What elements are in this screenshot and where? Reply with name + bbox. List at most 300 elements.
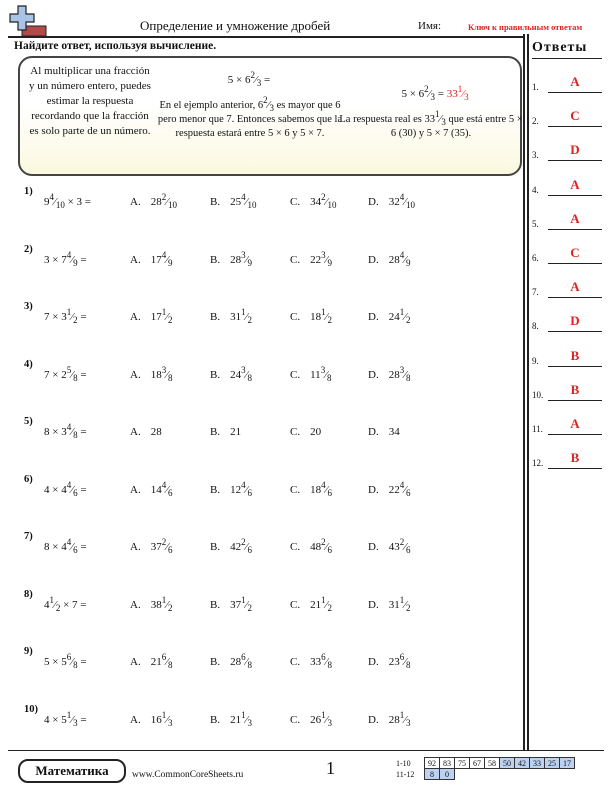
fraction-slash: ⁄ (245, 656, 248, 668)
fraction (399, 249, 411, 268)
whole-number: 17 (150, 311, 162, 323)
answer-row (532, 210, 600, 233)
whole-number: 31 (230, 311, 242, 323)
numerator: 1 (161, 594, 167, 605)
numerator: 6 (66, 652, 72, 662)
denominator: 8 (168, 660, 173, 670)
answer-row (532, 281, 600, 301)
fraction (161, 364, 173, 383)
whole-number: 20 (310, 426, 322, 438)
answer-option[interactable] (290, 479, 332, 498)
answer-option[interactable] (368, 364, 411, 383)
whole-number: 28 (388, 713, 400, 726)
fraction-slash: ⁄ (71, 713, 74, 726)
answer-option[interactable] (368, 192, 416, 210)
denominator: 3 (327, 717, 332, 728)
answer-option[interactable] (290, 537, 332, 555)
whole-number: 37 (150, 541, 162, 553)
answer-option[interactable] (130, 249, 173, 268)
denominator: 6 (247, 545, 252, 555)
option-letter: C. (290, 368, 301, 381)
whole-number: 31 (388, 598, 400, 611)
whole-number: 28 (150, 196, 162, 208)
fraction (399, 652, 411, 670)
option-letter: B. (210, 253, 221, 266)
expression-text: = (77, 656, 87, 668)
problem-expression (44, 537, 87, 555)
numerator: 6 (161, 652, 167, 662)
answer-option[interactable] (130, 364, 173, 383)
fraction-slash: ⁄ (404, 598, 407, 611)
denominator: 9 (168, 257, 173, 268)
answer-option[interactable] (210, 426, 241, 438)
fraction (161, 652, 173, 670)
score-cell: 92 (425, 758, 440, 769)
answer-number: 12. (532, 458, 544, 469)
numerator: 4 (161, 249, 167, 260)
numerator: 2 (321, 537, 326, 547)
score-cell: 17 (560, 758, 575, 769)
denominator: 8 (406, 660, 411, 670)
answer-option[interactable] (210, 364, 252, 383)
expression-text: = (77, 311, 87, 323)
expression-text: 5 × 5 (44, 656, 67, 668)
denominator: 2 (327, 315, 332, 325)
answer-option[interactable] (130, 307, 173, 325)
fraction (321, 594, 332, 613)
denominator: 10 (55, 200, 65, 210)
numerator: 4 (399, 479, 405, 490)
whole-number: 9 (44, 196, 50, 208)
answer-value: D (570, 142, 580, 158)
answer-column-divider-inner (527, 34, 529, 750)
fraction (399, 479, 411, 498)
answer-option[interactable] (290, 594, 332, 613)
whole-number: 28 (230, 656, 242, 668)
denominator: 9 (247, 257, 252, 268)
whole-number: 22 (388, 483, 400, 496)
option-letter: B. (210, 483, 221, 496)
option-letter: A. (130, 541, 141, 553)
score-cell: 8 (425, 769, 440, 780)
fraction (321, 652, 332, 670)
fraction-slash: ⁄ (325, 311, 328, 323)
numerator: 1 (241, 594, 246, 605)
numerator: 3 (321, 249, 326, 260)
whole-number: 38 (150, 598, 162, 611)
option-letter: A. (130, 368, 141, 381)
option-letter: B. (210, 311, 221, 323)
answer-number: 5. (532, 218, 539, 229)
numerator: 2 (321, 192, 326, 202)
answer-option[interactable] (290, 249, 332, 268)
fraction-slash: ⁄ (71, 368, 74, 381)
answer-option[interactable] (368, 537, 411, 555)
fraction-slash: ⁄ (54, 196, 56, 208)
answer-value: A (570, 279, 580, 295)
answer-number: 7. (532, 287, 539, 298)
numerator: 1 (49, 594, 54, 605)
fraction (241, 192, 257, 210)
whole-number: 14 (150, 483, 162, 496)
whole-number: 48 (310, 541, 322, 553)
denominator: 2 (406, 315, 411, 325)
denominator: 9 (327, 257, 332, 268)
problem-row (0, 589, 520, 619)
whole-number: 34 (310, 196, 322, 208)
answer-blank[interactable] (548, 297, 602, 298)
problem-row (0, 531, 520, 561)
option-letter: D. (368, 368, 379, 381)
answer-option[interactable] (130, 709, 173, 728)
fraction (399, 709, 411, 728)
answer-option[interactable] (368, 709, 411, 728)
name-label: Имя: (418, 20, 442, 32)
fraction-slash: ⁄ (245, 311, 248, 323)
answer-option[interactable] (210, 249, 252, 268)
denominator: 3 (406, 717, 411, 728)
answer-option[interactable] (210, 709, 252, 728)
expression-text: × 7 = (60, 598, 87, 611)
subject-badge: Математика (18, 759, 126, 783)
denominator: 2 (406, 602, 411, 613)
option-letter: C. (290, 541, 301, 553)
footer-divider (8, 750, 604, 751)
answer-number: 2. (532, 116, 539, 127)
answer-blank[interactable] (548, 195, 602, 196)
answer-value: A (570, 210, 580, 226)
answers-title-underline (532, 58, 602, 59)
answer-row (532, 76, 600, 96)
whole-number: 25 (230, 196, 242, 208)
option-letter: D. (368, 713, 379, 726)
option-letter: B. (210, 426, 221, 438)
score-row-label: 11-12 (396, 769, 415, 779)
option-letter: A. (130, 713, 141, 726)
answer-option[interactable] (210, 652, 252, 670)
problem-row (0, 359, 520, 389)
fraction-slash: ⁄ (404, 541, 407, 553)
numerator: 1 (66, 307, 72, 317)
fraction (241, 594, 252, 613)
option-letter: B. (210, 196, 221, 208)
answer-option[interactable] (130, 426, 162, 438)
answer-option[interactable] (290, 709, 332, 728)
fraction (161, 249, 173, 268)
option-letter: C. (290, 196, 301, 208)
answer-blank[interactable] (548, 160, 602, 161)
fraction-slash: ⁄ (71, 656, 74, 668)
option-letter: D. (368, 426, 379, 438)
answer-row (532, 110, 600, 130)
denominator: 6 (406, 545, 411, 555)
answer-column-divider (523, 34, 525, 750)
numerator: 4 (66, 422, 72, 432)
example-conclusion: La respuesta real es 331⁄3 que está entre 5 × 6 (30) y 5 × 7 (35). (339, 109, 523, 139)
problem-expression (44, 192, 92, 210)
answer-blank[interactable] (548, 468, 602, 469)
example-equation: 5 × 62⁄3 = (227, 70, 271, 88)
denominator: 2 (55, 602, 61, 613)
expression-text: 3 × 7 (44, 253, 67, 266)
fraction (161, 479, 173, 498)
answer-blank[interactable] (548, 434, 602, 435)
denominator: 8 (327, 372, 332, 383)
option-letter: B. (210, 368, 221, 381)
answer-option[interactable] (368, 479, 411, 498)
score-cell: 0 (440, 769, 455, 780)
answer-value: A (570, 74, 580, 89)
fraction (161, 537, 173, 555)
answer-number: 10. (532, 389, 544, 400)
answer-blank[interactable] (548, 126, 602, 127)
option-letter: C. (290, 656, 301, 668)
answer-option[interactable] (210, 192, 257, 210)
answer-number: 1. (532, 82, 539, 92)
whole-number: 4 (44, 598, 50, 611)
fraction (399, 307, 411, 325)
numerator: 1 (241, 307, 246, 317)
fraction (321, 537, 332, 555)
fraction (66, 364, 78, 383)
fraction-slash: ⁄ (166, 541, 169, 553)
numerator: 4 (161, 479, 167, 490)
answer-option[interactable] (130, 652, 173, 670)
fraction-slash: ⁄ (245, 368, 248, 381)
whole-number: 22 (310, 253, 322, 266)
answer-option[interactable] (290, 192, 337, 210)
fraction-slash: ⁄ (325, 253, 328, 266)
denominator: 10 (168, 200, 178, 210)
whole-number: 28 (230, 253, 242, 266)
answer-option[interactable] (130, 479, 173, 498)
expression-text: 8 × 3 (44, 426, 67, 438)
problem-number: 9) (24, 646, 33, 657)
answer-option[interactable] (290, 426, 321, 438)
fraction (66, 479, 78, 498)
fraction-slash: ⁄ (166, 368, 169, 381)
numerator: 6 (399, 652, 405, 662)
answer-key-label: Ключ к правильным ответам (468, 22, 583, 32)
option-letter: C. (290, 253, 301, 266)
fraction (66, 652, 78, 670)
fraction-slash: ⁄ (325, 713, 328, 726)
fraction (161, 192, 178, 210)
denominator: 2 (247, 315, 252, 325)
problem-row (0, 301, 520, 331)
answer-option[interactable] (368, 594, 411, 613)
option-letter: D. (368, 253, 379, 266)
expression-text: 7 × 2 (44, 368, 67, 381)
numerator: 3 (241, 364, 246, 375)
answer-option[interactable] (368, 307, 411, 325)
option-letter: D. (368, 483, 379, 496)
whole-number: 28 (388, 368, 400, 381)
answer-blank[interactable] (548, 366, 602, 367)
fraction (66, 537, 78, 555)
fraction (399, 594, 411, 613)
problem-number: 1) (24, 186, 33, 197)
header-divider (8, 36, 524, 38)
fraction-slash: ⁄ (166, 598, 169, 611)
answer-option[interactable] (368, 426, 400, 438)
fraction (399, 192, 416, 210)
answer-option[interactable] (210, 479, 252, 498)
answer-blank[interactable] (548, 400, 602, 401)
fraction (49, 594, 61, 613)
whole-number: 37 (230, 598, 242, 611)
numerator: 4 (66, 479, 72, 490)
score-cell: 58 (485, 758, 500, 769)
whole-number: 18 (310, 483, 322, 496)
fraction (241, 709, 252, 728)
denominator: 2 (168, 315, 173, 325)
fraction (66, 422, 78, 440)
option-letter: D. (368, 598, 379, 611)
answer-option[interactable] (210, 594, 252, 613)
denominator: 2 (168, 602, 173, 613)
whole-number: 28 (150, 426, 162, 438)
problem-row (0, 474, 520, 504)
whole-number: 24 (230, 368, 242, 381)
answer-option[interactable] (368, 652, 411, 670)
answer-option[interactable] (290, 652, 332, 670)
fraction-slash: ⁄ (71, 311, 74, 323)
fraction-slash: ⁄ (71, 483, 74, 496)
answer-option[interactable] (130, 594, 173, 613)
answer-number: 4. (532, 184, 539, 195)
problem-row (0, 186, 520, 216)
denominator: 2 (73, 315, 78, 325)
option-letter: A. (130, 426, 141, 438)
fraction-slash: ⁄ (245, 713, 248, 726)
whole-number: 21 (310, 598, 322, 611)
answer-option[interactable] (210, 307, 252, 325)
numerator: 4 (241, 479, 246, 490)
numerator: 4 (321, 479, 326, 490)
problem-number: 7) (24, 531, 33, 542)
denominator: 6 (168, 545, 173, 555)
score-cell: 75 (455, 758, 470, 769)
numerator: 4 (49, 192, 54, 202)
answer-blank[interactable] (548, 229, 602, 230)
answer-value: B (570, 347, 580, 363)
option-letter: C. (290, 598, 301, 611)
fraction (321, 307, 332, 325)
fraction-slash: ⁄ (166, 656, 169, 668)
option-letter: B. (210, 656, 221, 668)
fraction-slash: ⁄ (404, 311, 407, 323)
problem-row (0, 646, 520, 676)
fraction-slash: ⁄ (325, 196, 328, 208)
denominator: 8 (247, 660, 252, 670)
fraction (161, 307, 173, 325)
option-letter: A. (130, 196, 141, 208)
expression-text: 4 × 4 (44, 483, 67, 496)
fraction (320, 364, 332, 383)
numerator: 2 (161, 192, 167, 202)
answer-option[interactable] (210, 537, 252, 555)
answer-blank[interactable] (548, 331, 602, 332)
answer-option[interactable] (290, 307, 332, 325)
numerator: 3 (399, 364, 405, 375)
whole-number: 28 (388, 253, 400, 266)
fraction-slash: ⁄ (245, 541, 248, 553)
problem-expression (44, 594, 87, 613)
problem-expression (44, 709, 87, 728)
fraction-slash: ⁄ (245, 483, 248, 496)
fraction (241, 364, 252, 383)
score-cell: 33 (530, 758, 545, 769)
denominator: 8 (73, 660, 78, 670)
denominator: 8 (73, 430, 78, 440)
numerator: 3 (161, 364, 167, 375)
fraction (161, 594, 173, 613)
problem-expression (44, 422, 87, 440)
whole-number: 42 (230, 541, 242, 553)
answers-title: Ответы (532, 40, 588, 55)
fraction (321, 709, 332, 728)
numerator: 1 (161, 307, 167, 317)
problem-number: 6) (24, 473, 33, 485)
problem-number: 2) (24, 243, 33, 255)
denominator: 10 (327, 200, 337, 210)
answer-row (532, 381, 600, 404)
fraction (241, 249, 252, 268)
answer-row (532, 176, 600, 199)
fraction-slash: ⁄ (245, 196, 248, 208)
score-row-label: 1-10 (396, 758, 411, 768)
fraction-slash: ⁄ (325, 598, 328, 611)
problem-number: 10) (24, 703, 38, 715)
answer-option[interactable] (368, 249, 411, 268)
denominator: 6 (73, 487, 78, 498)
numerator: 5 (66, 364, 72, 375)
example-explanation: En el ejemplo anterior, 62⁄3 es mayor que 6 pero menor que 7. Entonces sabemos que la respuesta estará entre 5 × 6 y 5 × 7. (157, 95, 343, 139)
denominator: 10 (406, 200, 416, 210)
fraction-slash: ⁄ (166, 713, 169, 726)
answer-number: 9. (532, 355, 539, 366)
option-letter: A. (130, 656, 141, 668)
fraction-slash: ⁄ (71, 426, 74, 438)
score-cell: 50 (500, 758, 515, 769)
problem-expression (44, 364, 87, 383)
answer-blank[interactable] (548, 92, 602, 93)
whole-number: 23 (388, 656, 400, 668)
fraction (49, 192, 65, 210)
numerator: 4 (241, 192, 246, 202)
answer-option[interactable] (290, 364, 332, 383)
denominator: 6 (406, 487, 411, 498)
numerator: 1 (399, 307, 405, 317)
answer-blank[interactable] (548, 263, 602, 264)
option-letter: C. (290, 713, 301, 726)
denominator: 6 (73, 545, 78, 555)
numerator: 2 (399, 537, 405, 547)
option-letter: D. (368, 196, 379, 208)
whole-number: 43 (388, 541, 400, 553)
problem-expression (44, 652, 87, 670)
denominator: 8 (406, 372, 411, 383)
site-link[interactable]: www.CommonCoreSheets.ru (132, 770, 244, 780)
answer-option[interactable] (130, 537, 173, 555)
problem-number: 4) (24, 358, 33, 370)
answer-option[interactable] (130, 192, 178, 210)
answer-value: D (570, 313, 580, 329)
numerator: 1 (321, 594, 326, 605)
answer-number: 3. (532, 150, 539, 161)
fraction (321, 249, 332, 268)
